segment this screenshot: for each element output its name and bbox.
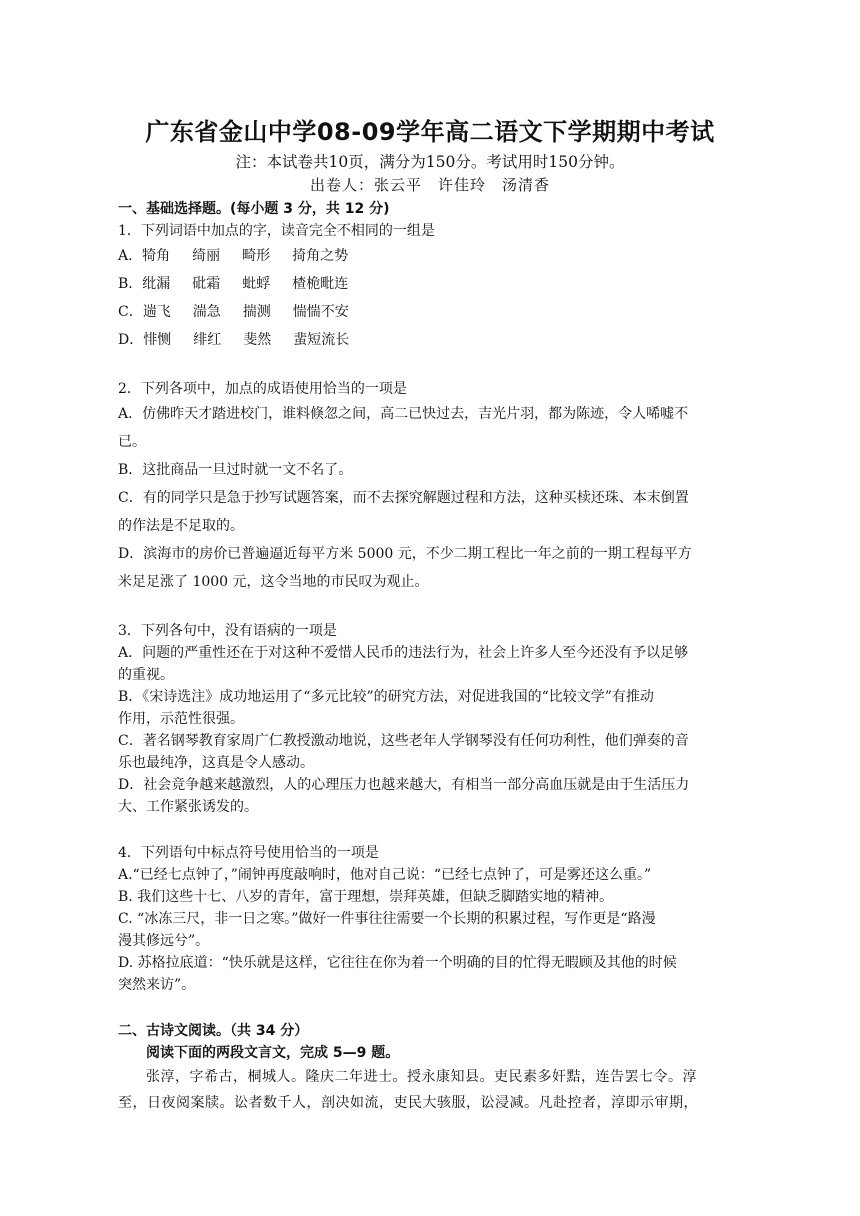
classical-text-line: 至，日夜阅案牍。讼者数千人，剖决如流，吏民大骇服，讼浸减。凡赴控者，淳即示审期， (118, 1095, 698, 1111)
option-word: 揣测 (242, 304, 271, 320)
section-1-heading: 一、基础选择题。(每小题 3 分，共 12 分) (118, 201, 390, 217)
question-4-option-c-cont: 漫其修远兮”。 (118, 933, 210, 949)
classical-text-line: 张淳，字希古，桐城人。隆庆二年进士。授永康知县。吏民素多奸黠，连告罢七令。淳 (146, 1069, 697, 1085)
question-2-option-c: C．有的同学只是急于抄写试题答案，而不去探究解题过程和方法，这种买椟还珠、本末倒置 (118, 490, 689, 506)
option-word: B．纰漏 (118, 276, 171, 292)
question-2-stem: 2．下列各项中，加点的成语使用恰当的一项是 (118, 381, 407, 397)
question-1-option-d (118, 326, 742, 354)
question-4-option-d: D. 苏格拉底道：“快乐就是这样，它往往在你为着一个明确的目的忙得无暇顾及其他的时候 (118, 955, 677, 971)
option-word: 畸形 (242, 248, 271, 264)
question-3-option-d: D．社会竞争越来越激烈，人的心理压力也越来越大，有相当一部分高血压就是由于生活压力 (118, 777, 690, 793)
option-word: C．遄飞 (118, 304, 171, 320)
option-word: 掎角之势 (292, 248, 349, 264)
question-3-option-d-cont: 大、工作紧张诱发的。 (118, 799, 258, 815)
exam-content (118, 198, 742, 1116)
question-1-option-c (118, 298, 742, 326)
option-word: 惴惴不安 (292, 304, 349, 320)
option-word: 绮丽 (192, 248, 221, 264)
exam-authors: 出卷人：张云平 许佳玲 汤清香 (309, 176, 550, 194)
question-3-option-c: C．著名钢琴教育家周广仁教授激动地说，这些老年人学钢琴没有任何功利性，他们弹奏的音 (118, 733, 689, 749)
question-2-option-a-cont: 已。 (118, 434, 146, 450)
option-word: 楂桅毗连 (292, 276, 349, 292)
question-1-option-b (118, 270, 742, 298)
question-2-option-d: D．滨海市的房价已普遍逼近每平方米 5000 元，不少二期工程比一年之前的一期工程每平方 (118, 546, 692, 562)
option-word: A．犄角 (118, 248, 171, 264)
question-3-option-a: A．问题的严重性还在于对这种不爱惜人民币的违法行为，社会上许多人至今还没有予以足够 (118, 645, 689, 661)
section-2-heading: 二、古诗文阅读。（共 34 分） (118, 1023, 309, 1039)
question-3-option-c-cont: 乐也最纯净，这真是令人感动。 (118, 755, 314, 771)
option-word: D．悱恻 (118, 332, 172, 348)
question-2-option-c-cont: 的作法是不足取的。 (118, 518, 244, 534)
question-4-stem: 4．下列语句中标点符号使用恰当的一项是 (118, 845, 379, 861)
question-3-option-b-cont: 作用，示范性很强。 (118, 711, 244, 727)
question-3-option-a-cont: 的重视。 (118, 667, 174, 683)
question-4-option-b: B. 我们这些十七、八岁的青年，富于理想，崇拜英雄，但缺乏脚踏实地的精神。 (118, 889, 614, 905)
option-word: 绯红 (193, 332, 222, 348)
question-1-stem: 1．下列词语中加点的字，读音完全不相同的一组是 (118, 223, 435, 239)
question-4-option-d-cont: 突然来访”。 (118, 977, 196, 993)
exam-note: 注：本试卷共10页，满分为150分。考试用时150分钟。 (235, 153, 625, 171)
question-2-option-d-cont: 米足足涨了 1000 元，这令当地的市民叹为观止。 (118, 574, 429, 590)
question-2-option-a: A．仿佛昨天才踏进校门，谁料倏忽之间，高二已快过去，吉光片羽，都为陈迹，令人唏嘘不 (118, 406, 689, 422)
question-1-option-a (118, 242, 742, 270)
option-word: 砒霜 (192, 276, 221, 292)
question-3-option-b: B．《宋诗选注》成功地运用了“多元比较”的研究方法，对促进我国的“比较文学”有推动 (118, 689, 654, 705)
question-4-option-c: C. “冰冻三尺，非一日之寒。”做好一件事往往需要一个长期的积累过程，写作更是“路漫 (118, 911, 656, 927)
reading-instruction: 阅读下面的两段文言文，完成 5—9 题。 (146, 1045, 400, 1061)
question-4-option-a: A.“已经七点钟了，”闹钟再度敲响时，他对自己说：“已经七点钟了，可是雾还这么重。” (118, 867, 652, 883)
page-title: 广东省金山中学08-09学年高二语文下学期期中考试 (145, 118, 715, 146)
question-2-option-b: B．这批商品一旦过时就一文不名了。 (118, 462, 353, 478)
option-word: 蜚短流长 (293, 332, 350, 348)
option-word: 斐然 (243, 332, 272, 348)
option-word: 蚍蜉 (242, 276, 271, 292)
option-word: 湍急 (192, 304, 221, 320)
question-3-stem: 3．下列各句中，没有语病的一项是 (118, 623, 337, 639)
